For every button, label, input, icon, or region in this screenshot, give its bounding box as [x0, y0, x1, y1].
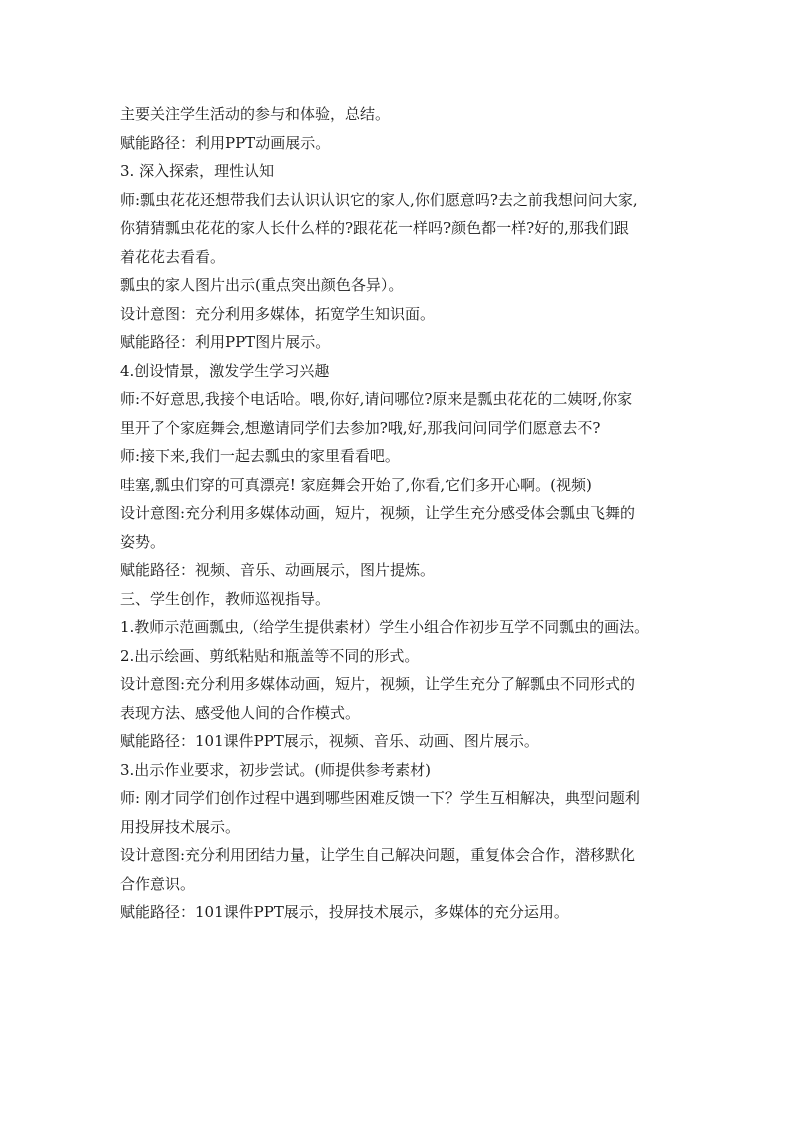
body-line: 师:不好意思,我接个电话哈。喂,你好,请问哪位?原来是瓢虫花花的二姨呀,你家: [120, 390, 633, 408]
body-line: 赋能路径：101课件PPT展示，投屏技术展示，多媒体的充分运用。: [120, 903, 569, 921]
body-line: 赋能路径：101课件PPT展示，视频、音乐、动画、图片展示。: [120, 732, 539, 750]
section-heading: 三、学生创作，教师巡视指导。: [120, 589, 331, 608]
body-line: 设计意图:充分利用多媒体动画，短片，视频，让学生充分了解瓢虫不同形式的: [120, 675, 636, 693]
body-line: 设计意图:充分利用团结力量，让学生自己解决问题，重复体会合作，潜移默化: [120, 846, 636, 864]
body-line: 你猜猜瓢虫花花的家人长什么样的?跟花花一样吗?颜色都一样?好的,那我们跟: [120, 219, 629, 237]
body-line: 赋能路径：视频、音乐、动画展示，图片提炼。: [120, 561, 436, 579]
section-heading: 3. 深入探索，理性认知: [120, 162, 275, 180]
body-line: 师:瓢虫花花还想带我们去认识认识它的家人,你们愿意吗?去之前我想问问大家,: [120, 190, 638, 209]
body-line: 瓢虫的家人图片出示(重点突出颜色各异）。: [120, 276, 404, 294]
document-body: [120, 100, 680, 927]
body-line: 用投屏技术展示。: [120, 817, 241, 836]
body-line: 着花花去看看。: [120, 247, 226, 266]
body-line: 里开了个家庭舞会,想邀请同学们去参加?哦,好,那我问问同学们愿意去不?: [120, 418, 601, 437]
body-line: 设计意图：充分利用多媒体，拓宽学生知识面。: [120, 304, 436, 323]
section-heading: 4.创设情景，激发学生学习兴趣: [120, 361, 330, 380]
body-line: 设计意图:充分利用多媒体动画，短片，视频，让学生充分感受体会瓢虫飞舞的: [120, 504, 636, 522]
body-line: 赋能路径：利用PPT图片展示。: [120, 333, 331, 351]
body-line: 赋能路径：利用PPT动画展示。: [120, 133, 331, 152]
body-line: 2.出示绘画、剪纸粘贴和瓶盖等不同的形式。: [120, 646, 420, 665]
body-line: 师:接下来,我们一起去瓢虫的家里看看吧。: [120, 447, 400, 465]
body-line: 1.教师示范画瓢虫,（给学生提供素材）学生小组合作初步互学不同瓢虫的画法。: [120, 618, 650, 636]
body-line: 3.出示作业要求，初步尝试。(师提供参考素材): [120, 760, 432, 779]
body-line: 表现方法、感受他人间的合作模式。: [120, 703, 361, 722]
body-line: 师: 刚才同学们创作过程中遇到哪些困难反馈一下？学生互相解决，典型问题利: [120, 789, 640, 807]
body-line: 主要关注学生活动的参与和体验，总结。: [120, 105, 391, 123]
body-line: 姿势。: [120, 532, 166, 551]
body-line: 合作意识。: [120, 874, 196, 893]
body-line: 哇塞,瓢虫们穿的可真漂亮! 家庭舞会开始了,你看,它们多开心啊。(视频): [120, 475, 592, 494]
